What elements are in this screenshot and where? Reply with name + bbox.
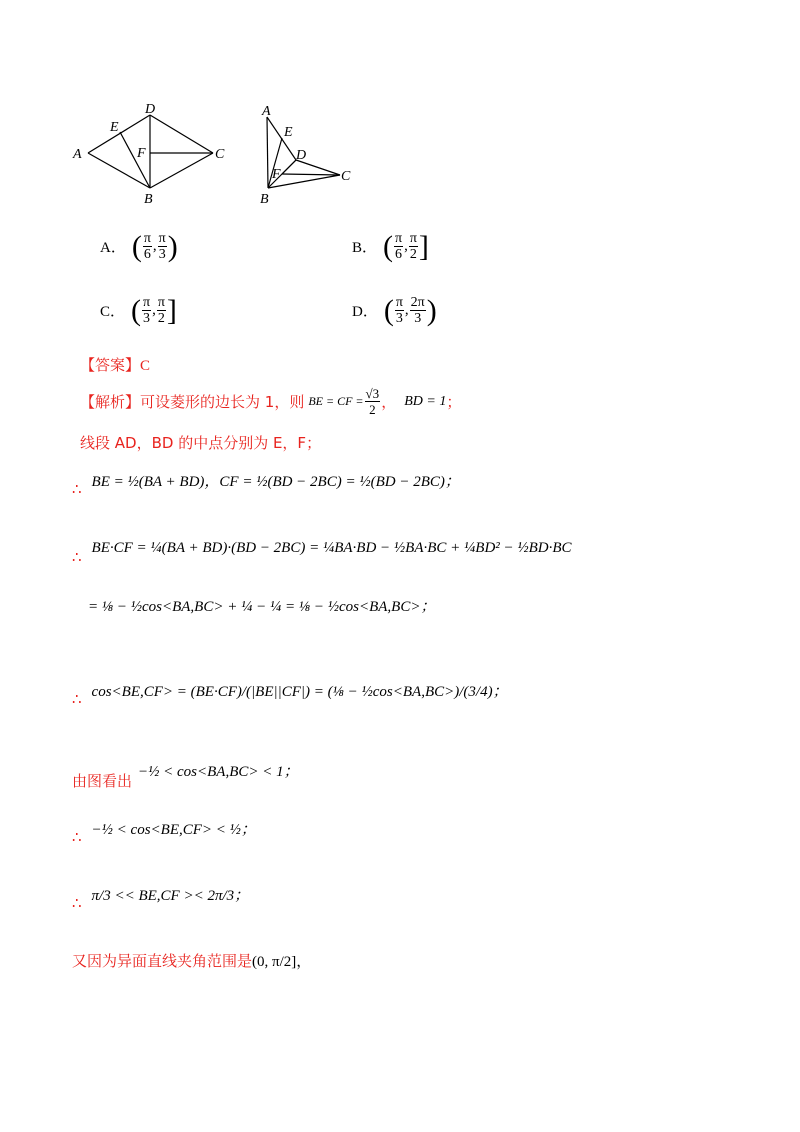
equation-7: π/3 << BE,CF >< 2π/3； (91, 888, 250, 904)
label-d: D (145, 102, 156, 117)
label-c: C (215, 147, 225, 162)
bd-expr: BD = 1 (404, 393, 447, 409)
option-b-letter: B． (352, 240, 378, 256)
label-e2: E (284, 125, 293, 140)
be-cf-expr: BE = CF = (308, 394, 364, 408)
answer-value: C (140, 358, 151, 374)
equation-3: = ⅛ − ½cos<BA,BC> + ¼ − ¼ = ⅛ − ½cos<BA,BC>； (88, 599, 436, 615)
label-c2: C (341, 169, 351, 184)
fraction: $\frac{\pi}{2}$ (409, 231, 417, 262)
sqrt3-over-2: $\frac{√3}{2}$ (365, 386, 380, 417)
fraction: $\frac{\pi}{3}$ (143, 295, 151, 326)
analysis-line-2: 线段 AD，BD 的中点分别为 E，F； (80, 434, 322, 452)
paren-right: ) (426, 293, 437, 327)
final-text: 又因为异面直线夹角范围是 (72, 952, 253, 970)
analysis-text-1: 可设菱形的边长为 1，则 (140, 393, 305, 411)
option-c[interactable]: C． ( $\frac{\pi}{3}$ , $\frac{\pi}{2}$ ] (100, 293, 177, 327)
semicolon: ； (446, 393, 462, 411)
fraction: $\frac{\pi}{6}$ (143, 231, 151, 262)
paren-left: ( (131, 229, 142, 263)
final-line (72, 950, 311, 971)
geometry-figures (70, 95, 370, 215)
paren-left: ( (383, 293, 394, 327)
equation-4-row (72, 672, 508, 709)
equation-3-row (88, 595, 435, 616)
option-c-letter: C． (100, 304, 126, 320)
option-a[interactable]: A． ( $\frac{\pi}{6}$ , $\frac{\pi}{3}$ ) (100, 229, 178, 263)
option-d[interactable]: D． ( $\frac{\pi}{3}$ , $\frac{2\pi}{3}$ ) (352, 293, 437, 327)
fraction: $\frac{\pi}{3}$ (395, 295, 403, 326)
therefore-symbol: ∴ (72, 550, 82, 566)
answer-tag: 【答案】 (80, 356, 141, 374)
therefore-symbol: ∴ (72, 692, 82, 708)
comma: ， (381, 393, 397, 411)
equation-1: BE = ½(BA + BD)，CF = ½(BD − 2BC) = ½(BD − 2BC)； (91, 474, 460, 490)
paren-left: ( (131, 293, 142, 327)
equation-5: −½ < cos<BA,BC> < 1； (138, 764, 299, 780)
equation-5-row (72, 750, 299, 791)
analysis-tag: 【解析】 (80, 393, 141, 411)
equation-7-row (72, 876, 249, 913)
label-e: E (110, 120, 119, 135)
analysis-line-1 (80, 386, 461, 417)
option-d-letter: D． (352, 304, 378, 320)
equation-6: −½ < cos<BE,CF> < ½； (91, 822, 256, 838)
paren-left: ( (383, 229, 394, 263)
equation-2-row (72, 530, 572, 567)
paren-right: ] (418, 229, 429, 263)
label-d2: D (296, 148, 307, 163)
option-b[interactable]: B． ( $\frac{\pi}{6}$ , $\frac{\pi}{2}$ ] (352, 229, 429, 263)
label-f: F (137, 146, 146, 161)
label-a: A (73, 147, 82, 162)
rhombus-figure (88, 115, 213, 188)
label-a2: A (262, 104, 271, 119)
paren-right: ] (166, 293, 177, 327)
equation-4: cos<BE,CF> = (BE·CF)/(|BE||CF|) = (⅛ − ½cos<BA,BC>)/(3/4)； (91, 684, 508, 700)
fraction: $\frac{\pi}{2}$ (157, 295, 165, 326)
therefore-symbol: ∴ (72, 896, 82, 912)
equation-1-row (72, 462, 460, 499)
answer-line (80, 354, 150, 375)
label-b: B (144, 192, 153, 207)
final-range: (0, π/2]， (252, 954, 312, 970)
equation-2: BE·CF = ¼(BA + BD)·(BD − 2BC) = ¼BA·BD − ½BA·BC + ¼BD² − ½BD·BC (91, 540, 572, 556)
label-b2: B (260, 192, 269, 207)
equation-6-row (72, 810, 256, 847)
fraction: $\frac{\pi}{6}$ (395, 231, 403, 262)
fraction: $\frac{\pi}{3}$ (158, 231, 166, 262)
option-a-letter: A． (100, 240, 126, 256)
therefore-symbol: ∴ (72, 482, 82, 498)
fraction: $\frac{2\pi}{3}$ (410, 295, 425, 326)
therefore-symbol: ∴ (72, 830, 82, 846)
label-f2: F (272, 167, 281, 182)
from-figure-text: 由图看出 (72, 772, 133, 790)
paren-right: ) (167, 229, 178, 263)
